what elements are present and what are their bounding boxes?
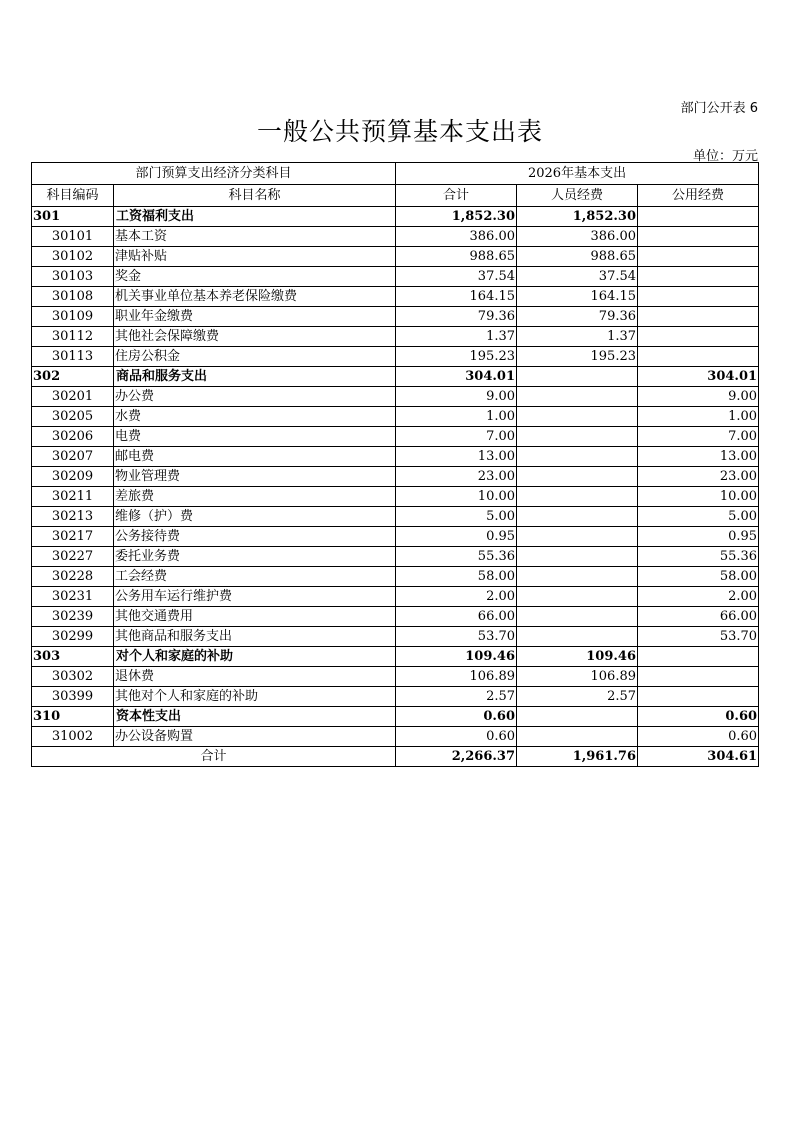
cell-total: 66.00 xyxy=(396,607,517,627)
unit-label: 单位：万元 xyxy=(692,149,758,164)
cell-public xyxy=(638,327,759,347)
cell-name: 其他对个人和家庭的补助 xyxy=(114,687,396,707)
cell-personnel xyxy=(517,427,638,447)
table-row xyxy=(32,447,759,467)
cell-code: 30112 xyxy=(32,327,114,347)
cell-total: 23.00 xyxy=(396,467,517,487)
cell-personnel xyxy=(517,487,638,507)
cell-public xyxy=(638,247,759,267)
cell-public: 0.60 xyxy=(638,707,759,727)
cell-total: 109.46 xyxy=(396,647,517,667)
cell-name: 电费 xyxy=(114,427,396,447)
total-label: 合计 xyxy=(32,747,396,767)
table-row xyxy=(32,247,759,267)
table-row xyxy=(32,227,759,247)
cell-name: 奖金 xyxy=(114,267,396,287)
table-row xyxy=(32,687,759,707)
cell-code: 30228 xyxy=(32,567,114,587)
column-header-row xyxy=(32,185,759,207)
cell-code: 30206 xyxy=(32,427,114,447)
cell-public xyxy=(638,207,759,227)
cell-personnel xyxy=(517,387,638,407)
cell-public: 55.36 xyxy=(638,547,759,567)
cell-public: 9.00 xyxy=(638,387,759,407)
cell-total: 195.23 xyxy=(396,347,517,367)
cell-total: 1,852.30 xyxy=(396,207,517,227)
cell-personnel: 79.36 xyxy=(517,307,638,327)
table-row xyxy=(32,407,759,427)
category-row xyxy=(32,707,759,727)
page-title: 一般公共预算基本支出表 xyxy=(256,117,543,146)
table-row xyxy=(32,587,759,607)
cell-code: 30302 xyxy=(32,667,114,687)
cell-personnel xyxy=(517,507,638,527)
cell-public xyxy=(638,287,759,307)
cell-total: 7.00 xyxy=(396,427,517,447)
table-row xyxy=(32,627,759,647)
table-row xyxy=(32,387,759,407)
table-row xyxy=(32,547,759,567)
cell-public: 66.00 xyxy=(638,607,759,627)
form-number: 部门公开表 6 xyxy=(680,101,758,116)
cell-total: 386.00 xyxy=(396,227,517,247)
category-row xyxy=(32,367,759,387)
cell-name: 水费 xyxy=(114,407,396,427)
cell-total: 37.54 xyxy=(396,267,517,287)
budget-table-body xyxy=(32,163,759,767)
table-row xyxy=(32,607,759,627)
cell-code: 30217 xyxy=(32,527,114,547)
table-row xyxy=(32,287,759,307)
column-header-personnel: 人员经费 xyxy=(517,185,638,207)
cell-public: 5.00 xyxy=(638,507,759,527)
cell-code: 30205 xyxy=(32,407,114,427)
cell-code: 30231 xyxy=(32,587,114,607)
cell-public xyxy=(638,267,759,287)
cell-code: 30108 xyxy=(32,287,114,307)
cell-code: 30102 xyxy=(32,247,114,267)
cell-personnel: 988.65 xyxy=(517,247,638,267)
cell-name: 对个人和家庭的补助 xyxy=(114,647,396,667)
table-row xyxy=(32,507,759,527)
table-row xyxy=(32,327,759,347)
budget-table xyxy=(31,162,759,767)
cell-total: 164.15 xyxy=(396,287,517,307)
cell-code: 30227 xyxy=(32,547,114,567)
total-total: 2,266.37 xyxy=(396,747,517,767)
cell-personnel: 386.00 xyxy=(517,227,638,247)
table-row xyxy=(32,667,759,687)
cell-name: 商品和服务支出 xyxy=(114,367,396,387)
cell-name: 住房公积金 xyxy=(114,347,396,367)
group-header-row xyxy=(32,163,759,185)
cell-code: 30213 xyxy=(32,507,114,527)
cell-public xyxy=(638,227,759,247)
cell-personnel xyxy=(517,467,638,487)
cell-public: 10.00 xyxy=(638,487,759,507)
total-public: 304.61 xyxy=(638,747,759,767)
cell-total: 1.37 xyxy=(396,327,517,347)
cell-code: 301 xyxy=(32,207,114,227)
cell-personnel xyxy=(517,407,638,427)
cell-total: 58.00 xyxy=(396,567,517,587)
cell-personnel xyxy=(517,527,638,547)
cell-personnel xyxy=(517,447,638,467)
cell-public xyxy=(638,347,759,367)
cell-name: 办公设备购置 xyxy=(114,727,396,747)
cell-total: 13.00 xyxy=(396,447,517,467)
cell-name: 办公费 xyxy=(114,387,396,407)
cell-name: 退休费 xyxy=(114,667,396,687)
cell-public: 13.00 xyxy=(638,447,759,467)
cell-total: 106.89 xyxy=(396,667,517,687)
column-header-total: 合计 xyxy=(396,185,517,207)
cell-total: 0.60 xyxy=(396,727,517,747)
cell-personnel: 164.15 xyxy=(517,287,638,307)
cell-personnel: 37.54 xyxy=(517,267,638,287)
cell-total: 79.36 xyxy=(396,307,517,327)
cell-public: 7.00 xyxy=(638,427,759,447)
cell-public: 1.00 xyxy=(638,407,759,427)
cell-total: 9.00 xyxy=(396,387,517,407)
cell-total: 0.60 xyxy=(396,707,517,727)
cell-code: 30299 xyxy=(32,627,114,647)
cell-name: 工资福利支出 xyxy=(114,207,396,227)
table-row xyxy=(32,487,759,507)
cell-personnel: 2.57 xyxy=(517,687,638,707)
basic-expense-header: 2026年基本支出 xyxy=(396,163,759,185)
cell-name: 邮电费 xyxy=(114,447,396,467)
total-personnel: 1,961.76 xyxy=(517,747,638,767)
cell-total: 10.00 xyxy=(396,487,517,507)
cell-code: 30239 xyxy=(32,607,114,627)
cell-public: 58.00 xyxy=(638,567,759,587)
cell-personnel xyxy=(517,707,638,727)
cell-code: 30211 xyxy=(32,487,114,507)
category-row xyxy=(32,207,759,227)
category-row xyxy=(32,647,759,667)
table-row xyxy=(32,567,759,587)
cell-public: 0.95 xyxy=(638,527,759,547)
cell-name: 其他商品和服务支出 xyxy=(114,627,396,647)
cell-public: 53.70 xyxy=(638,627,759,647)
cell-name: 其他社会保障缴费 xyxy=(114,327,396,347)
cell-public: 0.60 xyxy=(638,727,759,747)
cell-code: 30113 xyxy=(32,347,114,367)
cell-total: 988.65 xyxy=(396,247,517,267)
cell-personnel xyxy=(517,587,638,607)
cell-code: 30101 xyxy=(32,227,114,247)
cell-personnel xyxy=(517,567,638,587)
cell-name: 公务接待费 xyxy=(114,527,396,547)
cell-public: 23.00 xyxy=(638,467,759,487)
cell-total: 5.00 xyxy=(396,507,517,527)
cell-personnel: 195.23 xyxy=(517,347,638,367)
cell-name: 职业年金缴费 xyxy=(114,307,396,327)
column-header-code: 科目编码 xyxy=(32,185,114,207)
cell-personnel xyxy=(517,607,638,627)
cell-personnel xyxy=(517,367,638,387)
cell-public xyxy=(638,647,759,667)
cell-personnel: 1,852.30 xyxy=(517,207,638,227)
cell-code: 30103 xyxy=(32,267,114,287)
cell-name: 津贴补贴 xyxy=(114,247,396,267)
cell-code: 30109 xyxy=(32,307,114,327)
cell-name: 物业管理费 xyxy=(114,467,396,487)
cell-code: 303 xyxy=(32,647,114,667)
cell-code: 30209 xyxy=(32,467,114,487)
cell-total: 2.57 xyxy=(396,687,517,707)
cell-name: 机关事业单位基本养老保险缴费 xyxy=(114,287,396,307)
cell-code: 31002 xyxy=(32,727,114,747)
total-row xyxy=(32,747,759,767)
cell-public xyxy=(638,667,759,687)
table-row xyxy=(32,427,759,447)
cell-personnel xyxy=(517,727,638,747)
cell-name: 其他交通费用 xyxy=(114,607,396,627)
cell-name: 工会经费 xyxy=(114,567,396,587)
cell-name: 差旅费 xyxy=(114,487,396,507)
cell-personnel: 1.37 xyxy=(517,327,638,347)
cell-total: 0.95 xyxy=(396,527,517,547)
cell-public: 2.00 xyxy=(638,587,759,607)
cell-name: 委托业务费 xyxy=(114,547,396,567)
cell-public: 304.01 xyxy=(638,367,759,387)
cell-total: 55.36 xyxy=(396,547,517,567)
cell-personnel: 109.46 xyxy=(517,647,638,667)
cell-code: 30201 xyxy=(32,387,114,407)
cell-public xyxy=(638,307,759,327)
cell-personnel: 106.89 xyxy=(517,667,638,687)
cell-personnel xyxy=(517,547,638,567)
cell-name: 维修（护）费 xyxy=(114,507,396,527)
cell-code: 310 xyxy=(32,707,114,727)
cell-total: 1.00 xyxy=(396,407,517,427)
cell-name: 基本工资 xyxy=(114,227,396,247)
cell-code: 30399 xyxy=(32,687,114,707)
table-row xyxy=(32,727,759,747)
column-header-name: 科目名称 xyxy=(114,185,396,207)
column-header-public: 公用经费 xyxy=(638,185,759,207)
table-row xyxy=(32,347,759,367)
cell-personnel xyxy=(517,627,638,647)
cell-name: 资本性支出 xyxy=(114,707,396,727)
cell-total: 53.70 xyxy=(396,627,517,647)
table-row xyxy=(32,467,759,487)
table-row xyxy=(32,527,759,547)
cell-total: 2.00 xyxy=(396,587,517,607)
table-row xyxy=(32,307,759,327)
cell-code: 30207 xyxy=(32,447,114,467)
cell-code: 302 xyxy=(32,367,114,387)
classification-header: 部门预算支出经济分类科目 xyxy=(32,163,396,185)
cell-public xyxy=(638,687,759,707)
cell-total: 304.01 xyxy=(396,367,517,387)
table-row xyxy=(32,267,759,287)
cell-name: 公务用车运行维护费 xyxy=(114,587,396,607)
